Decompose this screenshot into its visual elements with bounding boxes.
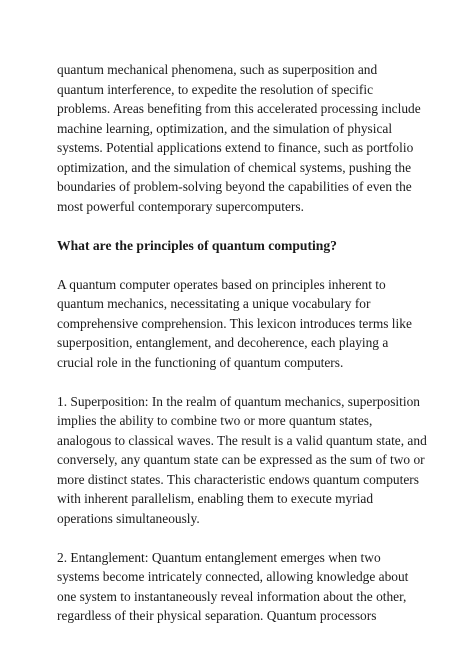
text-line: implies the ability to combine two or more quantum states, [57, 413, 373, 428]
text-line: 2. Entanglement: Quantum entanglement emerges when two [57, 549, 381, 565]
text-line: quantum mechanics, necessitating a unique vocabulary for [57, 296, 371, 311]
text-line: systems become intricately connected, allowing knowledge about [57, 569, 409, 584]
text-line: more distinct states. This characteristic endows quantum computers [57, 471, 419, 487]
text-line: superposition, entanglement, and decoherence, each playing a [57, 335, 389, 350]
text-line: with inherent parallelism, enabling them to execute myriad [57, 491, 374, 506]
document-page [57, 60, 429, 645]
text-line: analogous to classical waves. The result is a valid quantum state, and [57, 432, 427, 448]
paragraph-applications [57, 60, 429, 216]
text-line: optimization, and the simulation of chemical systems, pushing the [57, 159, 412, 175]
text-line: most powerful contemporary supercomputers. [57, 198, 304, 214]
section-heading: What are the principles of quantum computing? [57, 237, 337, 253]
paragraph-entanglement [57, 548, 429, 626]
text-line: problems. Areas benefiting from this accelerated processing include [57, 101, 421, 116]
text-line: boundaries of problem-solving beyond the capabilities of even the [57, 179, 412, 194]
text-line: regardless of their physical separation. Quantum processors [57, 608, 377, 623]
text-line: crucial role in the functioning of quantum computers. [57, 354, 344, 370]
text-line: operations simultaneously. [57, 510, 200, 526]
text-line: systems. Potential applications extend to finance, such as portfolio [57, 140, 414, 155]
text-line: quantum mechanical phenomena, such as superposition and [57, 62, 378, 77]
text-line: quantum interference, to expedite the resolution of specific [57, 81, 374, 97]
text-line: machine learning, optimization, and the simulation of physical [57, 120, 393, 136]
paragraph-intro [57, 275, 429, 373]
text-line: comprehensive comprehension. This lexicon introduces terms like [57, 315, 412, 331]
text-line: 1. Superposition: In the realm of quantum mechanics, superposition [57, 393, 420, 409]
paragraph-superposition [57, 392, 429, 529]
text-line: A quantum computer operates based on principles inherent to [57, 276, 386, 292]
text-line: one system to instantaneously reveal information about the other, [57, 588, 407, 604]
text-line: conversely, any quantum state can be expressed as the sum of two or [57, 452, 425, 467]
